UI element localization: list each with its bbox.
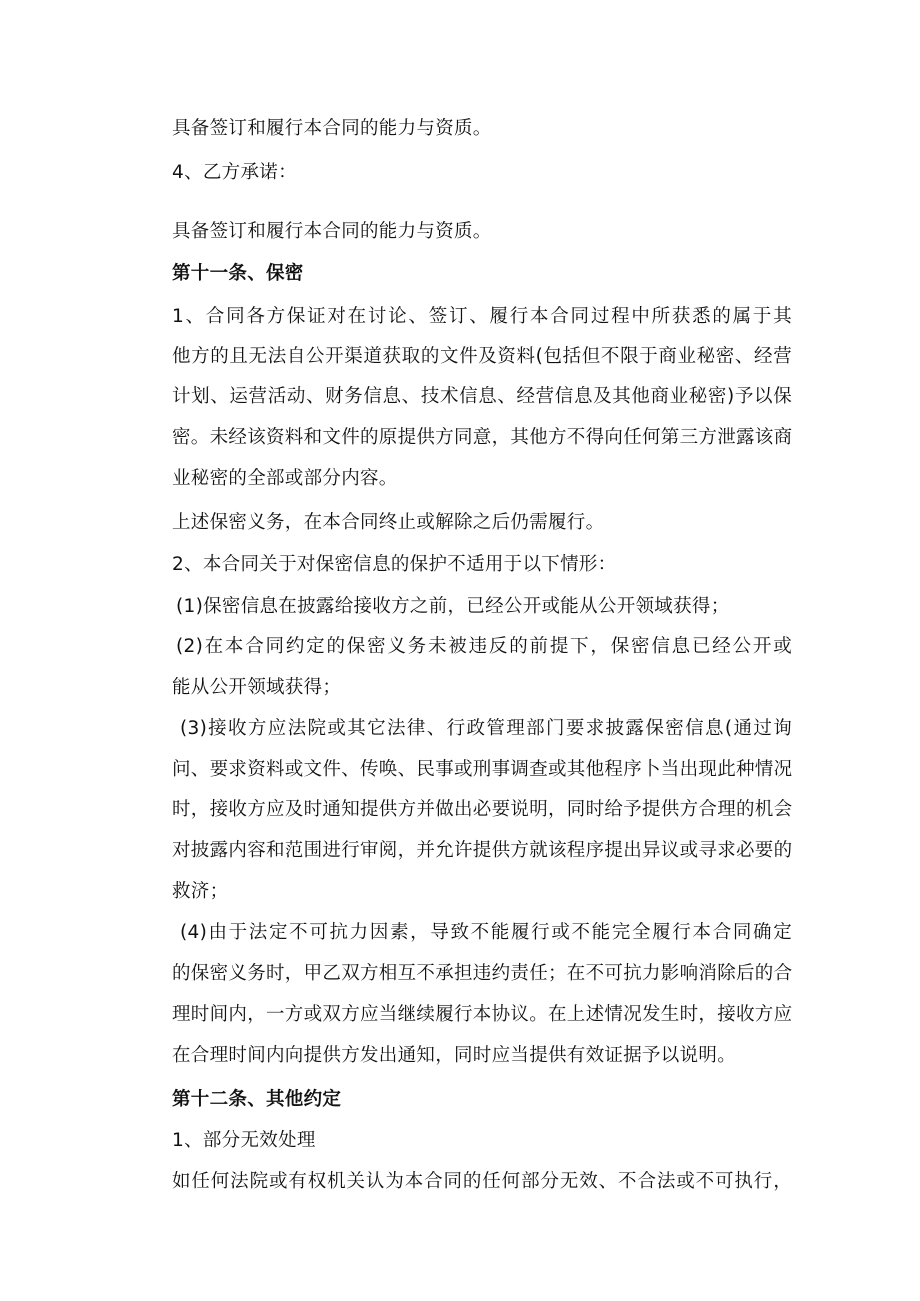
text-line: 能从公开领域获得； [172, 677, 342, 698]
text-line: 1、部分无效处理 [172, 1130, 316, 1151]
text-line: 1、合同各方保证对在讨论、签订、履行本合同过程中所获悉的属于其 [172, 306, 792, 327]
text-line: (3)接收方应法院或其它法律、行政管理部门要求披露保密信息(通过询 [180, 718, 792, 739]
text-line: 他方的且无法自公开渠道获取的文件及资料(包括但不限于商业秘密、经营 [172, 346, 792, 367]
text-line: 问、要求资料或文件、传唤、民事或刑事调查或其他程序卜当出现此种情况 [172, 759, 793, 780]
text-line: 在合理时间内向提供方发出通知，同时应当提供有效证据予以说明。 [172, 1045, 737, 1066]
section-heading: 第十一条、保密 [172, 263, 304, 284]
text-line: (1)保密信息在披露给接收方之前，已经公开或能从公开领域获得； [176, 596, 730, 617]
text-line: 如任何法院或有权机关认为本合同的任何部分无效、不合法或不可执行， [172, 1171, 792, 1192]
text-line: 救济； [172, 881, 229, 902]
text-line: 上述保密义务，在本合同终止或解除之后仍需履行。 [172, 512, 605, 533]
text-line: 计划、运营活动、财务信息、技术信息、经营信息及其他商业秘密)予以保 [172, 386, 792, 407]
text-line: 业秘密的全部或部分内容。 [172, 468, 398, 489]
text-line: 对披露内容和范围进行审阅，并允许提供方就该程序提出异议或寻求必要的 [172, 840, 793, 861]
text-line: 4、乙方承诺： [172, 162, 297, 183]
text-line: (2)在本合同约定的保密义务未被违反的前提下，保密信息已经公开或 [176, 636, 792, 657]
text-line: 时，接收方应及时通知提供方并做出必要说明，同时给予提供方合理的机会 [172, 799, 793, 820]
text-line: 密。未经该资料和文件的原提供方同意，其他方不得向任何第三方泄露该商 [172, 427, 793, 448]
text-line: 具备签订和履行本合同的能力与资质。 [172, 221, 492, 242]
text-line: 的保密义务时，甲乙双方相互不承担违约责任；在不可抗力影响消除后的合 [172, 963, 793, 984]
text-line: 2、本合同关于对保密信息的保护不适用于以下情形： [172, 554, 617, 575]
section-heading: 第十二条、其他约定 [172, 1089, 342, 1110]
text-line: 理时间内，一方或双方应当继续履行本协议。在上述情况发生时，接收方应 [172, 1004, 793, 1025]
text-line: (4)由于法定不可抗力因素，导致不能履行或不能完全履行本合同确定 [180, 922, 792, 943]
text-line: 具备签订和履行本合同的能力与资质。 [172, 118, 492, 139]
